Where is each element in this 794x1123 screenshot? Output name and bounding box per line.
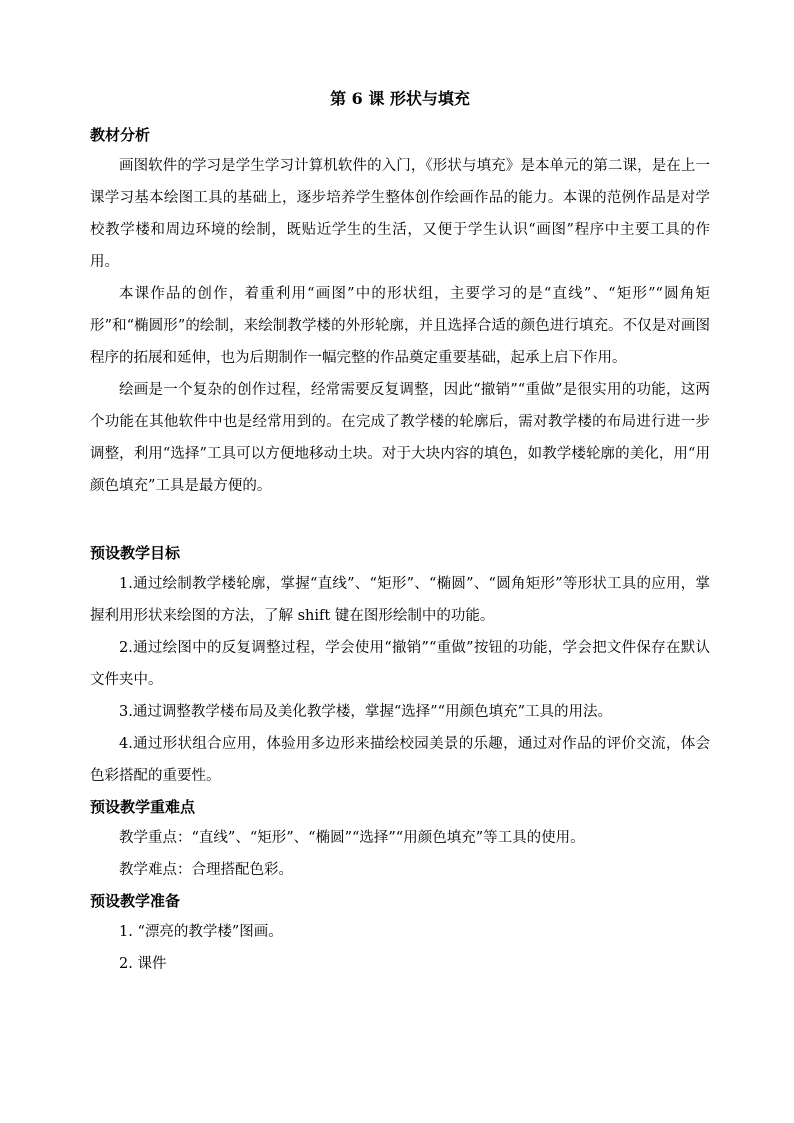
- list-item: 3.通过调整教学楼布局及美化教学楼，掌握“选择”“用颜色填充”工具的用法。: [119, 704, 612, 720]
- list-item: 教学重点：“直线”、“矩形”、“椭圆”“选择”“用颜色填充”等工具的使用。: [119, 830, 585, 846]
- paragraph: 绘画是一个复杂的创作过程，经常需要反复调整，因此“撤销”“重做”是很实用的功能，这两个功能在其他软件中也是经常用到的。在完成了教学楼的轮廓后，需对教学楼的布局进行进一步调整，利用“选择”工具可以方便地移动土块。对于大块内容的填色，如教学楼轮廓的美化，用“用颜色填充”工具是最方便的。: [90, 382, 710, 494]
- list-item: 2.通过绘图中的反复调整过程，学会使用“撤销”“重做”按钮的功能，学会把文件保存在默认文件夹中。: [90, 640, 710, 688]
- paragraph: 画图软件的学习是学生学习计算机软件的入门，《形状与填充》是本单元的第二课，是在上一课学习基本绘图工具的基础上，逐步培养学生整体创作绘画作品的能力。本课的范例作品是对学校教学楼和周边环境的绘制，既贴近学生的生活，又便于学生认识“画图”程序中主要工具的作用。: [90, 158, 710, 270]
- section-heading-material-analysis: 教材分析: [90, 126, 151, 144]
- list-item: 1.通过绘制教学楼轮廓，掌握“直线”、“矩形”、“椭圆”、“圆角矩形”等形状工具的应用，掌握利用形状来绘图的方法，了解 shift 键在图形绘制中的功能。: [90, 576, 710, 624]
- section-spacer: [90, 502, 710, 538]
- page-title: 第 6 课 形状与填充: [330, 89, 470, 108]
- document-page: [90, 88, 710, 980]
- list-item: 教学难点：合理搭配色彩。: [119, 862, 293, 878]
- section-heading-key-points: 预设教学重难点: [90, 798, 196, 816]
- list-item: 1. “漂亮的教学楼”图画。: [119, 924, 283, 940]
- list-item: 2. 课件: [119, 956, 167, 972]
- section-heading-teaching-goals: 预设教学目标: [90, 544, 181, 562]
- section-heading-preparation: 预设教学准备: [90, 892, 181, 910]
- list-item: 4.通过形状组合应用，体验用多边形来描绘校园美景的乐趣，通过对作品的评价交流，体会色彩搭配的重要性。: [90, 736, 710, 784]
- paragraph: 本课作品的创作，着重利用“画图”中的形状组，主要学习的是“直线”、“矩形”“圆角矩形”和“椭圆形”的绘制，来绘制教学楼的外形轮廓，并且选择合适的颜色进行填充。不仅是对画图程序的拓展和延伸，也为后期制作一幅完整的作品奠定重要基础，起承上启下作用。: [90, 286, 710, 366]
